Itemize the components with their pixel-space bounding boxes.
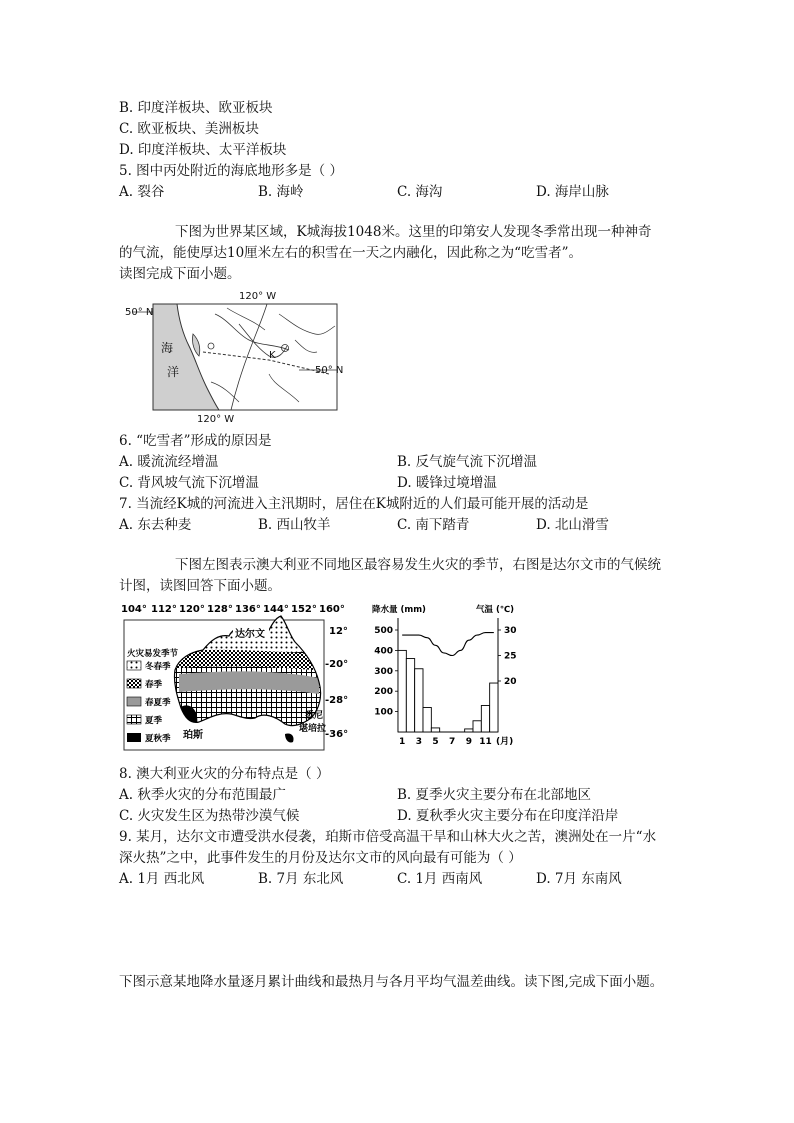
legend-title: 火灾易发季节 xyxy=(127,649,179,659)
lat-label: -28° xyxy=(325,695,349,706)
q5-option-c: C. 海沟 xyxy=(397,184,443,200)
y2-tick-label: 25 xyxy=(504,651,517,662)
q5-option-a: A. 裂谷 xyxy=(119,184,165,200)
legend-label: 夏季 xyxy=(145,716,163,726)
q8-option-c: C. 火灾发生区为热带沙漠气候 xyxy=(119,808,300,824)
darwin-climate-chart xyxy=(368,600,540,752)
y-tick-label: 100 xyxy=(374,707,393,718)
q9-stem-line1: 9. 某月，达尔文市遭受洪水侵袭，珀斯市倍受高温干旱和山林大火之苦，澳洲处在一片“水 xyxy=(119,829,657,845)
q7-option-d: D. 北山滑雪 xyxy=(536,517,609,533)
q6-stem: 6. “吃雪者”形成的原因是 xyxy=(119,433,272,449)
precip-bar xyxy=(465,729,473,732)
y-tick-label: 200 xyxy=(374,687,393,698)
q8-option-a: A. 秋季火灾的分布范围最广 xyxy=(119,787,286,803)
legend-label: 冬春季 xyxy=(145,662,171,672)
q9-option-d: D. 7月 东南风 xyxy=(536,871,622,887)
lat-label-right: 50° N xyxy=(315,365,344,376)
lon-label-top: 120° W xyxy=(239,291,277,302)
intro-paragraph-1 xyxy=(119,222,684,285)
precip-bar xyxy=(490,683,498,732)
lon-label: 112° xyxy=(151,604,177,615)
q7-stem: 7. 当流经K城的河流进入主汛期时，居住在K城附近的人们最可能开展的活动是 xyxy=(119,496,589,512)
lon-label-bottom: 120° W xyxy=(197,414,235,425)
y-tick-label: 500 xyxy=(374,626,393,636)
legend-label: 春季 xyxy=(145,680,163,690)
x-tick-label: 7 xyxy=(449,737,456,747)
y2-axis-label: 气温 (℃) xyxy=(476,605,515,615)
q9-option-c: C. 1月 西南风 xyxy=(397,871,483,887)
lon-label: 128° xyxy=(207,604,233,615)
intro1-line3: 读图完成下面小题。 xyxy=(119,266,241,282)
q9-stem-line2: 深火热”之中，此事件发生的月份及达尔文市的风向最有可能为（ ） xyxy=(119,850,522,866)
y2-tick-label: 20 xyxy=(504,677,517,687)
intro2-line1: 下图左图表示澳大利亚不同地区最容易发生火灾的季节，右图是达尔文市的气候统 xyxy=(175,557,661,573)
lon-label: 104° xyxy=(121,604,147,615)
intro1-line1: 下图为世界某区域，K城海拔1048米。这里的印第安人发现冬季常出现一种神奇 xyxy=(175,224,652,240)
q8-option-b: B. 夏季火灾主要分布在北部地区 xyxy=(397,787,592,803)
legend-swatch-summer xyxy=(127,715,141,724)
q4-option-d: D. 印度洋板块、太平洋板块 xyxy=(119,142,287,158)
x-tick-label: 3 xyxy=(415,737,422,747)
q6-option-a: A. 暖流流经增温 xyxy=(119,454,219,470)
legend-swatch-spring-summer xyxy=(127,697,141,706)
q4-option-c: C. 欧亚板块、美洲板块 xyxy=(119,121,259,137)
lat-label: -20° xyxy=(325,659,349,670)
city-darwin-label: 达尔文 xyxy=(235,629,265,640)
city-canberra-label: 堪培拉 xyxy=(299,724,327,734)
precip-bar xyxy=(423,708,431,732)
ocean-label-2: 洋 xyxy=(167,365,180,379)
q9-option-b: B. 7月 东北风 xyxy=(258,871,344,887)
north-america-map xyxy=(119,290,349,426)
intro2-line2: 计图，读图回答下面小题。 xyxy=(119,578,281,594)
lon-label: 152° xyxy=(291,604,317,615)
q7-option-c: C. 南下踏青 xyxy=(397,517,470,533)
lon-label: 136° xyxy=(235,604,261,615)
q8-stem: 8. 澳大利亚火灾的分布特点是（ ） xyxy=(119,766,330,782)
q5-option-d: D. 海岸山脉 xyxy=(536,184,609,200)
lon-labels xyxy=(121,604,345,615)
q7-option-a: A. 东去种麦 xyxy=(119,517,192,533)
legend-swatch-winter-spring xyxy=(127,661,141,670)
precip-bar xyxy=(406,659,414,732)
y-axis-label: 降水量 (mm) xyxy=(372,605,426,615)
lon-label: 120° xyxy=(179,604,205,615)
lat-label: 12° xyxy=(329,626,348,637)
q4-option-b: B. 印度洋板块、欧亚板块 xyxy=(119,100,273,116)
precip-bar xyxy=(398,650,406,732)
q7-option-b: B. 西山牧羊 xyxy=(258,517,331,533)
city-perth-label: 珀斯 xyxy=(183,730,203,741)
lat-label-left: 50° N xyxy=(125,307,154,318)
q6-option-d: D. 暖锋过境增温 xyxy=(397,475,497,491)
y-tick-label: 300 xyxy=(374,666,393,677)
legend-swatch-spring xyxy=(127,679,141,688)
x-tick-label: 5 xyxy=(432,737,439,747)
ocean-label-1: 海 xyxy=(161,341,174,355)
precip-bar xyxy=(481,705,489,732)
x-tick-label: 11 xyxy=(479,737,492,747)
y2-tick-label: 30 xyxy=(504,626,517,636)
q8-option-d: D. 夏秋季火灾主要分布在印度洋沿岸 xyxy=(397,808,619,824)
q5-stem: 5. 图中丙处附近的海底地形多是（ ） xyxy=(119,163,343,179)
q5-option-b: B. 海岭 xyxy=(258,184,304,200)
precip-bar xyxy=(473,721,481,732)
temperature-line xyxy=(402,633,494,656)
x-tick-label: 9 xyxy=(465,737,472,747)
y-tick-label: 400 xyxy=(374,646,393,657)
lat-label: -36° xyxy=(325,729,349,740)
q6-option-c: C. 背风坡气流下沉增温 xyxy=(119,475,259,491)
q6-option-b: B. 反气旋气流下沉增温 xyxy=(397,454,538,470)
lon-label: 160° xyxy=(319,604,345,615)
city-k-label: K xyxy=(269,350,276,361)
intro-paragraph-3: 下图示意某地降水量逐月累计曲线和最热月与各月平均气温差曲线。读下图,完成下面小题。 xyxy=(119,974,664,990)
x-tick-label: 1 xyxy=(399,737,406,747)
legend-label: 春夏季 xyxy=(145,698,171,708)
x-axis-label: (月) xyxy=(496,737,514,747)
intro-paragraph-2 xyxy=(119,555,684,597)
legend-swatch-summer-autumn xyxy=(127,733,141,742)
precip-bar xyxy=(415,669,423,732)
precip-bar xyxy=(431,728,439,732)
australia-fire-map xyxy=(119,600,369,752)
lon-label: 144° xyxy=(263,604,289,615)
q9-option-a: A. 1月 西北风 xyxy=(119,871,205,887)
city-sydney-label: 悉尼 xyxy=(305,711,324,721)
intro1-line2: 的气流，能使厚达10厘米左右的积雪在一天之内融化，因此称之为“吃雪者”。 xyxy=(119,245,582,261)
legend-label: 夏秋季 xyxy=(145,734,171,744)
